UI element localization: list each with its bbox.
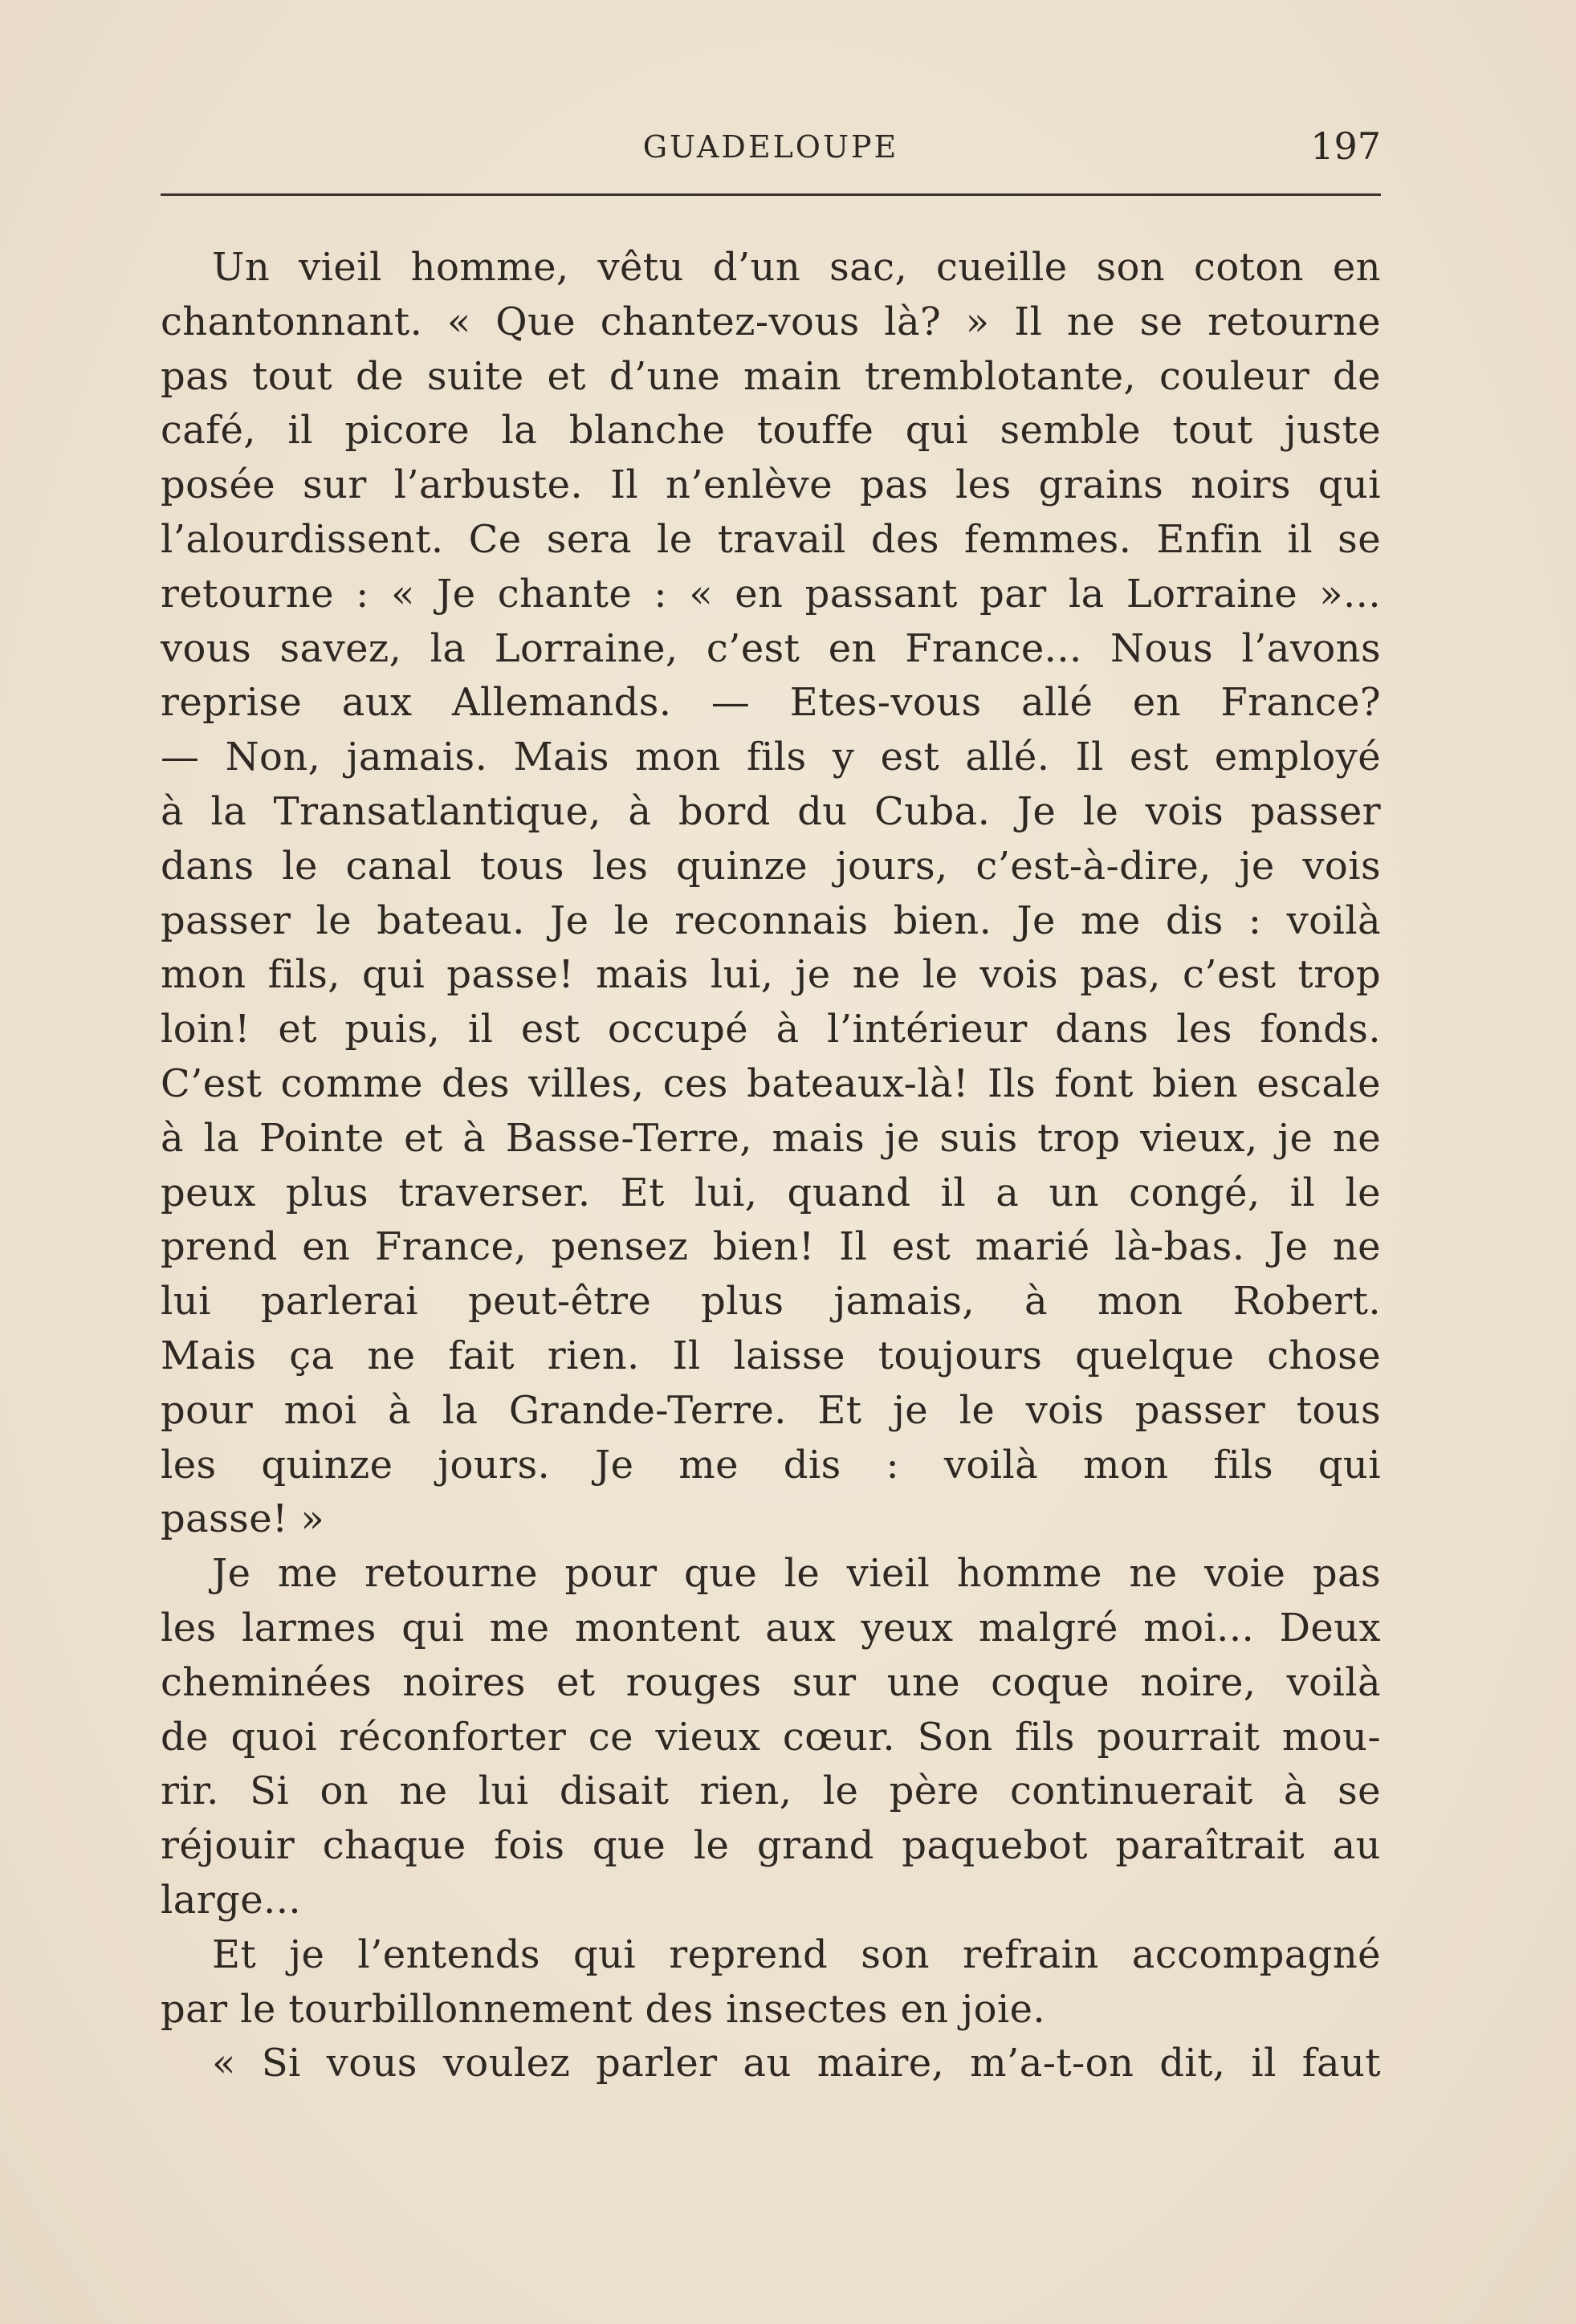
text-line: Mais ça ne fait rien. Il laisse toujours quelque chose xyxy=(161,1333,1381,1378)
header-rule xyxy=(161,193,1381,196)
running-title: GUADELOUPE xyxy=(642,129,899,165)
text-line: lui parlerai peut-être plus jamais, à mon Robert. xyxy=(161,1279,1381,1325)
text-line: à la Pointe et à Basse-Terre, mais je suis trop vieux, je ne xyxy=(161,1115,1381,1161)
page-number: 197 xyxy=(1310,124,1381,168)
text-line: loin! et puis, il est occupé à l’intérieur dans les fonds. xyxy=(161,1007,1381,1052)
text-line: cheminées noires et rouges sur une coque noire, voilà xyxy=(161,1659,1381,1705)
text-line: Un vieil homme, vêtu d’un sac, cueille son coton en xyxy=(212,245,1381,290)
text-line: l’alourdissent. Ce sera le travail des femmes. Enfin il se xyxy=(161,516,1381,562)
text-line: reprise aux Allemands. — Etes-vous allé en France? xyxy=(161,680,1381,726)
text-line: — Non, jamais. Mais mon fils y est allé. Il est employé xyxy=(161,735,1381,780)
text-line: passe! » xyxy=(161,1496,325,1542)
text-line: passer le bateau. Je le reconnais bien. Je me dis : voilà xyxy=(161,897,1381,943)
text-line: pas tout de suite et d’une main tremblotante, couleur de xyxy=(161,353,1381,399)
text-line: Et je l’entends qui reprend son refrain accompagné xyxy=(212,1931,1381,1977)
text-line: prend en France, pensez bien! Il est marié là-bas. Je ne xyxy=(161,1224,1381,1270)
text-line: C’est comme des villes, ces bateaux-là! Ils font bien escale xyxy=(161,1060,1381,1106)
text-line: vous savez, la Lorraine, c’est en France... Nous l’avons xyxy=(161,625,1381,671)
text-line: réjouir chaque fois que le grand paquebot paraîtrait au xyxy=(161,1823,1381,1869)
text-line: posée sur l’arbuste. Il n’enlève pas les grains noirs qui xyxy=(161,462,1381,508)
running-head xyxy=(161,124,1381,173)
text-line: par le tourbillonnement des insectes en joie. xyxy=(161,1986,1046,2032)
text-line: peux plus traverser. Et lui, quand il a un congé, il le xyxy=(161,1170,1381,1215)
text-line: chantonnant. « Que chantez-vous là? » Il ne se retourne xyxy=(161,299,1381,344)
text-line: pour moi à la Grande-Terre. Et je le vois passer tous xyxy=(161,1387,1381,1433)
body-text xyxy=(161,241,1381,2091)
text-line: retourne : « Je chante : « en passant par la Lorraine »... xyxy=(161,571,1381,617)
text-line: large... xyxy=(161,1877,302,1923)
text-line: Je me retourne pour que le vieil homme ne voie pas xyxy=(212,1551,1381,1597)
text-line: les quinze jours. Je me dis : voilà mon fils qui xyxy=(161,1442,1381,1488)
text-line: rir. Si on ne lui disait rien, le père continuerait à se xyxy=(161,1768,1381,1814)
text-line: à la Transatlantique, à bord du Cuba. Je le vois passer xyxy=(161,788,1381,834)
text-line: « Si vous voulez parler au maire, m’a-t-on dit, il faut xyxy=(212,2041,1381,2086)
text-line: mon fils, qui passe! mais lui, je ne le vois pas, c’est trop xyxy=(161,952,1381,998)
text-line: de quoi réconforter ce vieux cœur. Son fils pourrait mou- xyxy=(161,1714,1381,1760)
text-line: café, il picore la blanche touffe qui semble tout juste xyxy=(161,408,1381,454)
text-line: dans le canal tous les quinze jours, c’est-à-dire, je vois xyxy=(161,843,1381,889)
text-line: les larmes qui me montent aux yeux malgré moi... Deux xyxy=(161,1605,1381,1650)
